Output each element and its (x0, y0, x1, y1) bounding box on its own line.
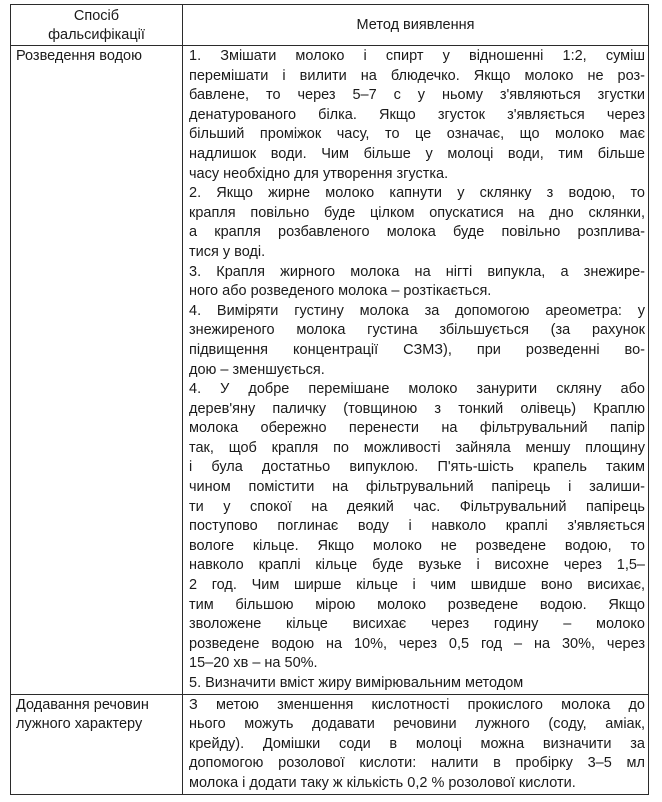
header-detection-label: Метод виявлення (356, 17, 475, 33)
detection-method-line: допомогою розолової кислоти: налити в пробірку 3–5 мл (189, 755, 645, 772)
detection-method-line: навколо краплі кільце буде вузьке і висохне через 1,5– (189, 557, 645, 574)
detection-method-line: знежиреного молока густина збільшується (за рахунок (189, 322, 645, 339)
falsification-method-text: лужного характеру (16, 716, 143, 733)
detection-method-line: 5. Визначити вміст жиру вимірювальним методом (189, 675, 524, 691)
detection-method-line: З метою зменшення кислотності прокислого молока до (189, 696, 645, 713)
detection-method-line: надлишок води. Чим більше у молоці води, тим більше (189, 145, 645, 162)
falsification-method-text: Розведення водою (16, 48, 142, 64)
detection-method-line: дерев'яну паличку (товщиною з тонкий олівець) Краплю (189, 400, 645, 417)
detection-method-line: крейду). Домішки соди в молоці можна визначити за (189, 735, 645, 752)
header-detection-method (183, 5, 649, 46)
falsification-method-text: Додавання речовин (16, 696, 149, 713)
detection-method-line: 15–20 хв – на 50%. (189, 655, 318, 672)
detection-method-line: 2. Якщо жирне молоко капнути у склянку з водою, то (189, 185, 645, 202)
detection-method-line: 3. Крапля жирного молока на нігті випукла, а знежире- (189, 263, 645, 280)
detection-method-cell (183, 694, 649, 794)
falsification-detection-table (10, 4, 649, 795)
detection-method-line: 2 год. Чим ширше кільце і чим швидше воно висихає, (189, 577, 645, 594)
falsification-method-cell (11, 694, 183, 794)
detection-method-line: денатурованого білка. Якщо згусток з'являється через (189, 106, 645, 123)
falsification-method-cell (11, 46, 183, 695)
detection-method-line: чином помістити на фільтрувальний папірець і залиши- (189, 479, 645, 496)
table-row (11, 46, 649, 695)
detection-method-line: так, щоб крапля по можливості зайняла меншу площину (189, 439, 645, 456)
detection-method-line: 4. Виміряти густину молока за допомогою ареометра: у (189, 302, 645, 319)
detection-method-line: крапля повільно буде цілком опускатися на дно склянки, (189, 204, 645, 221)
detection-method-line: 1. Змішати молоко і спирт у відношенні 1:2, суміш (189, 48, 645, 64)
detection-method-cell (183, 46, 649, 695)
detection-method-line: перемішати і вилити на блюдечко. Якщо молоко не роз- (189, 67, 645, 84)
detection-method-line: нього можуть додавати речовини лужного (соду, аміак, (189, 716, 645, 733)
header-falsification-line-2: фальсифікації (48, 27, 145, 43)
header-falsification-method (11, 5, 183, 46)
detection-method-line: вологе кільце. Якщо молоко не розведене водою, то (189, 537, 645, 554)
detection-method-line: і була достатньо випуклою. П'ять-шість крапель таким (189, 459, 645, 476)
detection-method-line: 4. У добре перемішане молоко занурити скляну або (189, 381, 645, 398)
detection-method-line: тим більшою мірою молоко розведене водою. Якщо (189, 596, 645, 613)
detection-method-line: ти у спокої на деякий час. Фільтрувальний папірець (189, 498, 645, 515)
header-falsification-line-1: Спосіб (73, 8, 120, 24)
detection-method-line: молока і додати таку ж кількість 0,2 % розолової кислоти. (189, 774, 576, 791)
detection-method-line: а крапля розбавленого молока буде повільно розплива- (189, 224, 645, 241)
detection-method-line: бавлене, то через 5–7 с у ньому з'являються згустки (189, 87, 645, 104)
detection-method-line: поступово поглинає воду і навколо краплі з'являється (189, 518, 645, 535)
detection-method-line: ного або розведеного молока – розтікається. (189, 283, 492, 300)
table-body (11, 46, 649, 795)
detection-method-line: дою – зменшується. (189, 361, 325, 378)
detection-method-line: молока обережно перенести на фільтрувальний папір (189, 420, 645, 437)
table-row (11, 694, 649, 794)
detection-method-line: тися у воді. (189, 243, 266, 260)
detection-method-line: підвищення концентрації СЗМЗ), при розведенні во- (189, 341, 645, 358)
detection-method-line: розведене водою на 10%, через 0,5 год – на 30%, через (189, 635, 645, 652)
table-header-row (11, 5, 649, 46)
detection-method-line: часу необхідно для утворення згустка. (189, 165, 449, 182)
detection-method-line: більший проміжок часу, то це означає, що молоко має (189, 126, 645, 143)
detection-method-line: зволожене кільце висихає через годину – молоко (189, 616, 645, 633)
